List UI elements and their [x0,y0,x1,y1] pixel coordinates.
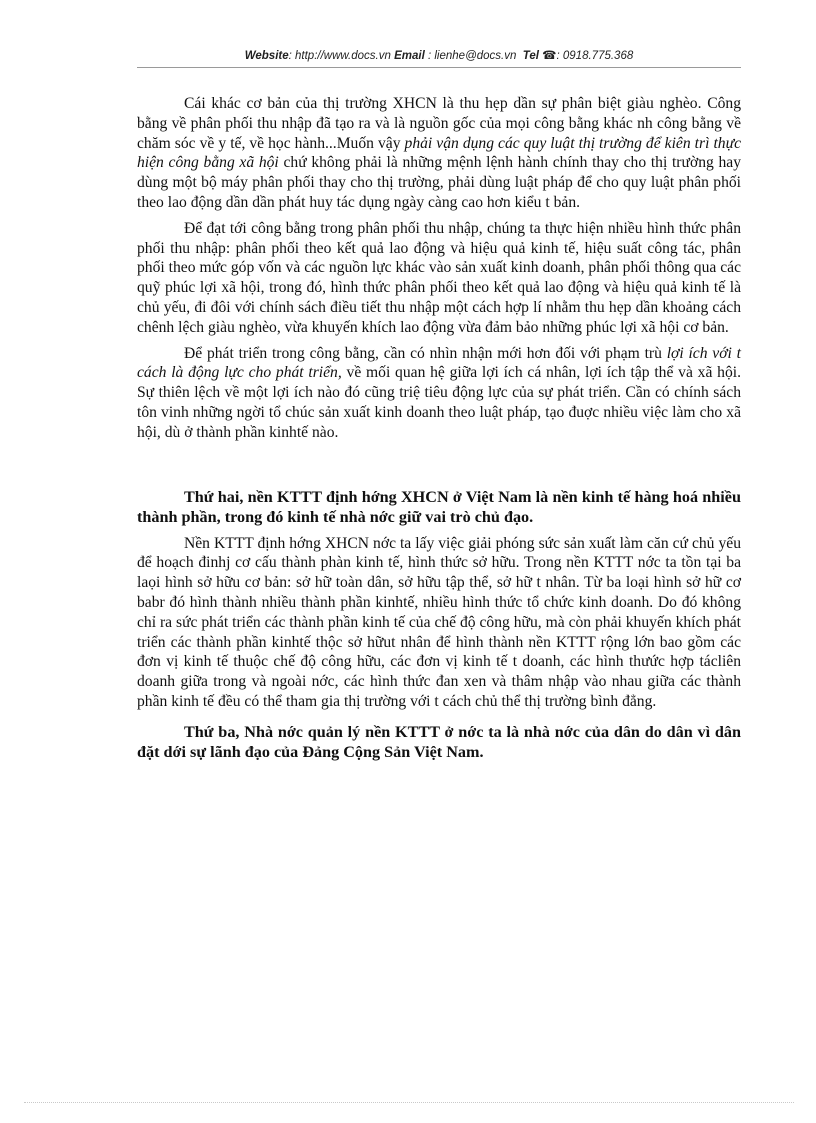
page-header [137,48,741,62]
email-value: : lienhe@docs.vn [427,50,517,62]
header-divider [137,67,741,68]
tel-label: Tel [522,50,539,62]
paragraph-2: Để đạt tới công bằng trong phân phối thu nhập, chúng ta thực hiện nhiều hình thức phân phối thu nhập: phân phối theo kết quả lao động và hiệu quả kinh tế, hiệu suất công tác, phân phối theo mức góp vốn và các nguồn lực khác vào sản xuất kinh doanh, phân phối thông qua các quỹ phúc lợi xã hội, trong đó, hình thức phân phối theo kết quả lao động và hiệu quả kinh tế là chủ yếu, đi đôi với chính sách điều tiết thu nhập một cách hợp lí nhằm thu hẹp dần khoảng cách chênh lệch giàu nghèo, vừa khuyến khích lao động vừa đảm bảo những phúc lợi xã hội cơ bản. [137,219,741,336]
website-value: : http://www.docs.vn [288,50,391,62]
section-heading-3: Thứ ba, Nhà nớc quản lý nền KTTT ở nớc ta là nhà nớc của dân do dân vì dân đặt dới sự lãnh đạo của Đảng Cộng Sản Việt Nam. [137,722,741,762]
email-label: Email [394,50,425,62]
telephone-icon: ☎ [542,50,557,62]
paragraph-1: Cái khác cơ bản của thị trường XHCN là thu hẹp dần sự phân biệt giàu nghèo. Công bằng về phân phối thu nhập đã tạo ra và là nguồn gốc của mọi công bằng khác nh công bằng về chăm sóc về y tế, về học hành...Muốn vậy phải vận dụng các quy luật thị trường để kiên trì thực hiện công bằng xã hội chứ không phải là những mệnh lệnh hành chính thay cho thị trường hay dùng một bộ máy phân phối thay cho thị trường, phải dùng luật pháp để cho quy luật phân phối theo lao động dần dần phát huy tác dụng ngày càng cao hơn kiểu t bản. [137,95,742,211]
emphasis-2: lợi ích với t cách là động lực cho phát triển, [137,344,741,382]
page-bottom-border [24,1102,794,1103]
tel-value: : 0918.775.368 [556,50,634,62]
document-body [137,94,741,763]
emphasis-1: phải vận dụng các quy luật thị trường để kiên trì thực hiện công bằng xã hội [137,134,741,172]
paragraph-3: Để phát triển trong công bằng, cần có nhìn nhận mới hơn đối với phạm trù lợi ích với t cách là động lực cho phát triển, về mối quan hệ giữa lợi ích cá nhân, lợi ích tập thể và xã hội. Sự thiên lệch về một lợi ích nào đó cũng triệ tiêu động lực của sự phát triển. Cần có chính sách tôn vinh những ngời tổ chúc sản xuất kinh doanh theo luật pháp, tạo đuợc nhiều việc làm cho xã hội, dù ở thành phần kinhtế nào. [137,344,741,441]
paragraph-4: Nền KTTT định hớng XHCN nớc ta lấy việc giải phóng sức sản xuất làm căn cứ chủ yếu để hoạch đinhj cơ cấu thành phàn kinh tế, hình thức sở hữu. Trong nền KTTT nớc ta tồn tại ba laọi hình sở hữu cơ bản: sở hữ toàn dân, sở hữu tập thể, sở hữ t nhân. Từ ba loại hình sở hữ cơ babr đó hình thành nhiều thành phần kinhtế, nhiều hình thức tổ chức kinh doanh. Do đó không chỉ ra sức phát triển các thành phần kinh tế của chế độ công hữu, mà còn phải khuyến khích phát triển các thành phần kinhtế thộc sở hữut nhân để hình thành nền KTTT rộng lớn bao gồm các đơn vị kinh tế thuộc chế độ công hữu, các đơn vị kinh tế t doanh, các hình thưức hợp tácliên doanh giữa trong và ngoài nớc, các hình thức đan xen và thâm nhập vào nhau giữa các thành phần kinh tế đều có thể tham gia thị trường với t cách chủ thể thị trường bình đẳng. [137,534,741,710]
section-heading-2: Thứ hai, nền KTTT định hớng XHCN ở Việt Nam là nền kinh tế hàng hoá nhiều thành phần, trong đó kinh tế nhà nớc giữ vai trò chủ đạo. [137,487,741,527]
website-label: Website [244,50,289,62]
